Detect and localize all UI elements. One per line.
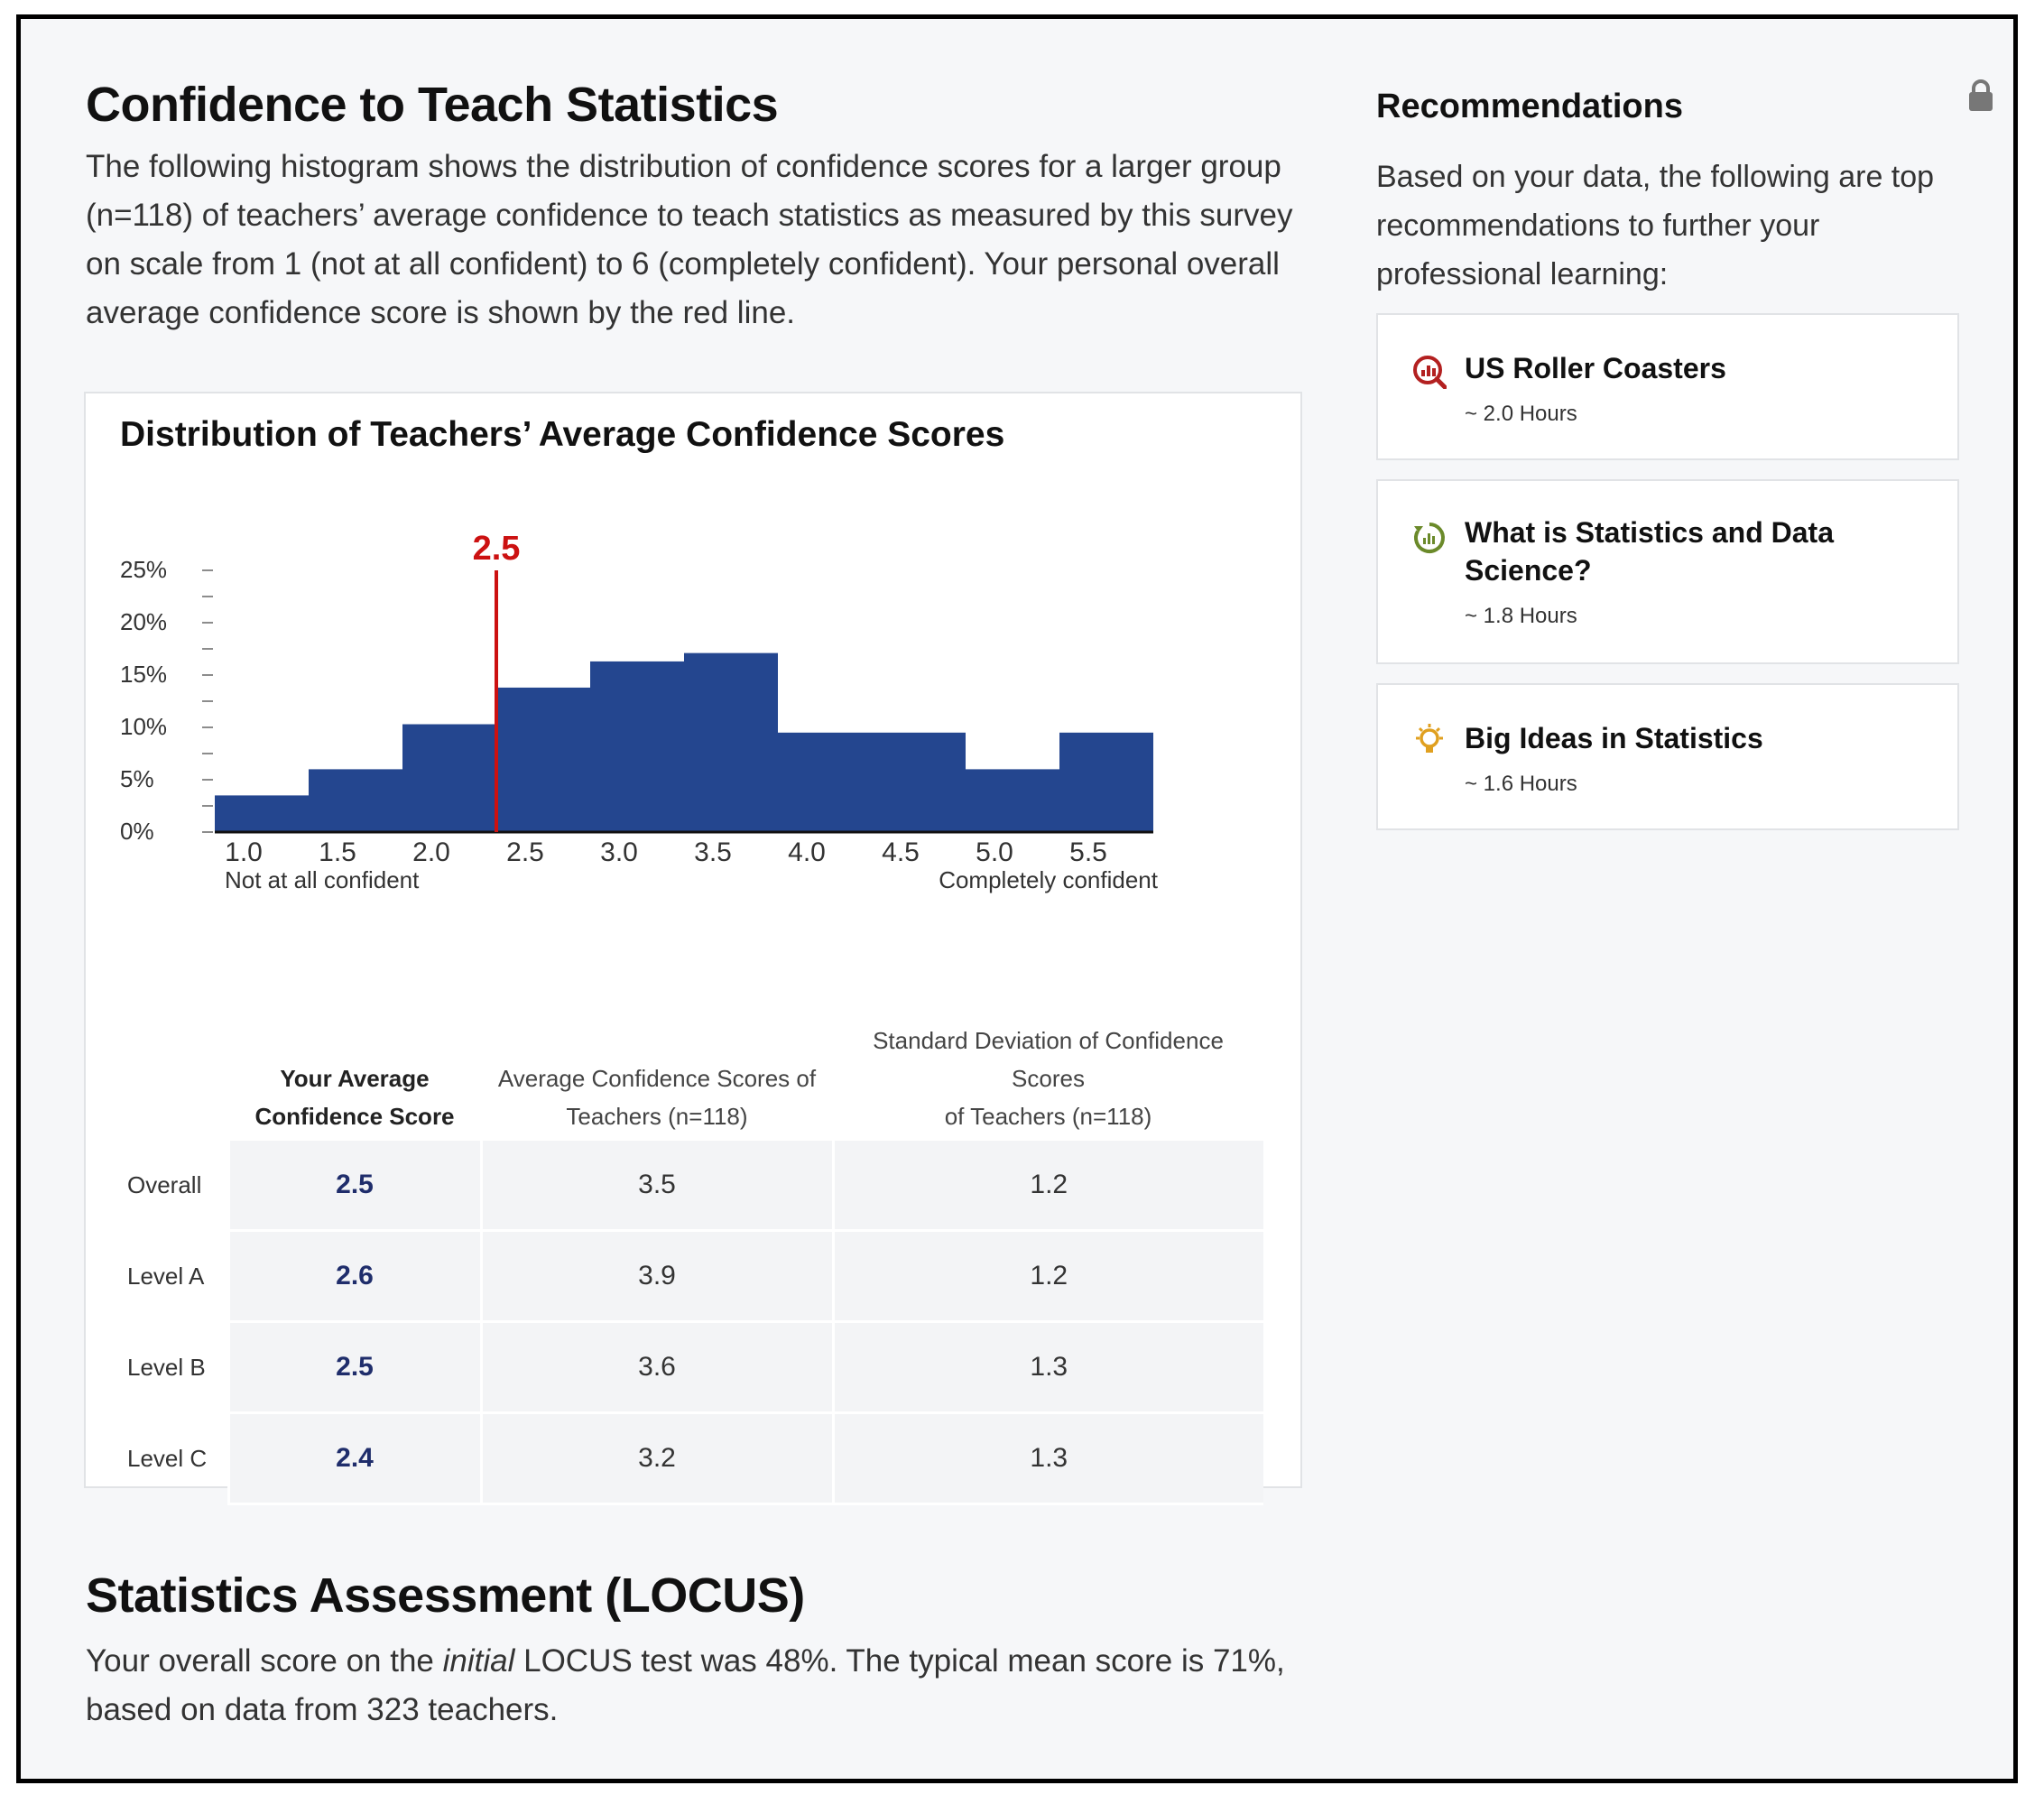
x-tick-label: 3.0 (600, 837, 638, 867)
std-dev-cell: 1.2 (833, 1231, 1263, 1322)
header-line: Confidence Score (254, 1103, 455, 1130)
confidence-description (86, 143, 1313, 338)
recommendation-hours: ~ 1.8 Hours (1465, 604, 1577, 628)
x-tick-label: 5.0 (976, 837, 1013, 867)
description-line: (n=118) of teachers’ average confidence to teach statistics as measured by this survey (86, 198, 1293, 233)
row-label: Level A (127, 1262, 205, 1290)
title-line: Big Ideas in Statistics (1465, 722, 1763, 754)
section-title-locus: Statistics Assessment (LOCUS) (86, 1568, 805, 1623)
histogram-bar (778, 733, 872, 832)
average-cell: 3.6 (481, 1322, 833, 1413)
std-dev-cell: 1.3 (833, 1322, 1263, 1413)
lightbulb-icon (1412, 723, 1447, 757)
table-corner (86, 1021, 228, 1141)
histogram-bar (966, 769, 1059, 832)
chart-title: Distribution of Teachers’ Average Confidence Scores (120, 415, 1005, 454)
recommendation-card[interactable] (1376, 313, 1959, 460)
histogram-bar (496, 688, 590, 832)
x-tick-label: 3.5 (694, 837, 732, 867)
histogram-bar (872, 733, 966, 832)
page-frame (16, 14, 2018, 1783)
average-cell: 3.9 (481, 1231, 833, 1322)
your-score-cell: 2.5 (228, 1141, 481, 1231)
recommendation-hours: ~ 1.6 Hours (1465, 772, 1577, 796)
y-tick-label: 5% (120, 765, 154, 792)
locus-text: Your overall score on the (86, 1643, 443, 1679)
recommendation-title (1465, 513, 1834, 589)
intro-line: professional learning: (1376, 257, 1669, 291)
your-score-cell: 2.6 (228, 1231, 481, 1322)
y-tick-label: 10% (120, 713, 168, 740)
y-axis-ticks (202, 570, 213, 832)
y-tick-label: 20% (120, 608, 168, 635)
locus-text: LOCUS test was 48%. The typical mean score is 71%, (514, 1643, 1285, 1679)
y-tick-label: 25% (120, 556, 168, 583)
description-line: average confidence score is shown by the red line. (86, 295, 796, 330)
locus-line: based on data from 323 teachers. (86, 1692, 559, 1727)
header-std-dev (833, 1021, 1263, 1141)
intro-line: recommendations to further your (1376, 208, 1820, 243)
locus-line (86, 1637, 1313, 1686)
x-tick-label: 2.5 (506, 837, 544, 867)
recommendation-card[interactable] (1376, 683, 1959, 830)
your-score-cell: 2.5 (228, 1322, 481, 1413)
locus-description (86, 1637, 1313, 1735)
chart-magnifier-icon (1412, 355, 1447, 389)
title-line: Science? (1465, 554, 1592, 587)
intro-line: Based on your data, the following are top (1376, 160, 1935, 194)
average-cell: 3.2 (481, 1413, 833, 1504)
x-max-label: Completely confident (939, 866, 1158, 893)
x-tick-label: 1.0 (225, 837, 263, 867)
header-line: Teachers (n=118) (566, 1103, 748, 1130)
cycle-chart-icon (1412, 521, 1447, 555)
table-row (86, 1141, 1263, 1231)
histogram-bar (215, 795, 309, 832)
title-line: US Roller Coasters (1465, 352, 1726, 384)
histogram-bars (215, 653, 1153, 832)
recommendation-hours: ~ 2.0 Hours (1465, 402, 1577, 426)
header-your-score (228, 1021, 481, 1141)
x-tick-label: 4.0 (788, 837, 826, 867)
table-row (86, 1231, 1263, 1322)
lock-icon (1967, 79, 1994, 113)
x-tick-label: 4.5 (882, 837, 920, 867)
row-label: Overall (127, 1171, 202, 1199)
y-tick-label: 15% (120, 661, 168, 688)
histogram-bar (684, 653, 778, 832)
average-cell: 3.5 (481, 1141, 833, 1231)
confidence-stats-table (86, 1021, 1263, 1505)
table-row (86, 1322, 1263, 1413)
header-line: Your Average (280, 1065, 430, 1092)
histogram-bar (590, 661, 684, 832)
std-dev-cell: 1.3 (833, 1413, 1263, 1504)
y-tick-label: 0% (120, 818, 154, 845)
recommendations-intro (1376, 153, 1934, 299)
row-label: Level C (127, 1444, 208, 1472)
header-average (481, 1021, 833, 1141)
your-score-cell: 2.4 (228, 1413, 481, 1504)
x-tick-label: 2.0 (412, 837, 450, 867)
recommendation-card[interactable] (1376, 479, 1959, 664)
section-title-confidence: Confidence to Teach Statistics (86, 78, 779, 132)
x-min-label: Not at all confident (225, 866, 420, 893)
recommendations-title: Recommendations (1376, 88, 1683, 125)
recommendation-title (1465, 719, 1763, 757)
histogram-bar (402, 725, 496, 832)
description-line: The following histogram shows the distribution of confidence scores for a larger group (86, 149, 1281, 184)
your-score-label: 2.5 (472, 530, 521, 568)
chart-card (84, 392, 1302, 1488)
x-tick-label: 1.5 (319, 837, 356, 867)
x-tick-label: 5.5 (1069, 837, 1107, 867)
header-line: Standard Deviation of Confidence Scores (873, 1027, 1224, 1092)
header-line: of Teachers (n=118) (944, 1103, 1152, 1130)
recommendation-title (1465, 349, 1726, 387)
histogram-bar (309, 769, 402, 832)
title-line: What is Statistics and Data (1465, 516, 1834, 549)
table-row (86, 1413, 1263, 1504)
locus-emphasis: initial (442, 1643, 515, 1679)
row-label: Level B (127, 1353, 206, 1381)
description-line: on scale from 1 (not at all confident) to 6 (completely confident). Your personal overall (86, 246, 1280, 282)
std-dev-cell: 1.2 (833, 1141, 1263, 1231)
histogram-bar (1059, 733, 1153, 832)
header-line: Average Confidence Scores of (497, 1065, 817, 1092)
